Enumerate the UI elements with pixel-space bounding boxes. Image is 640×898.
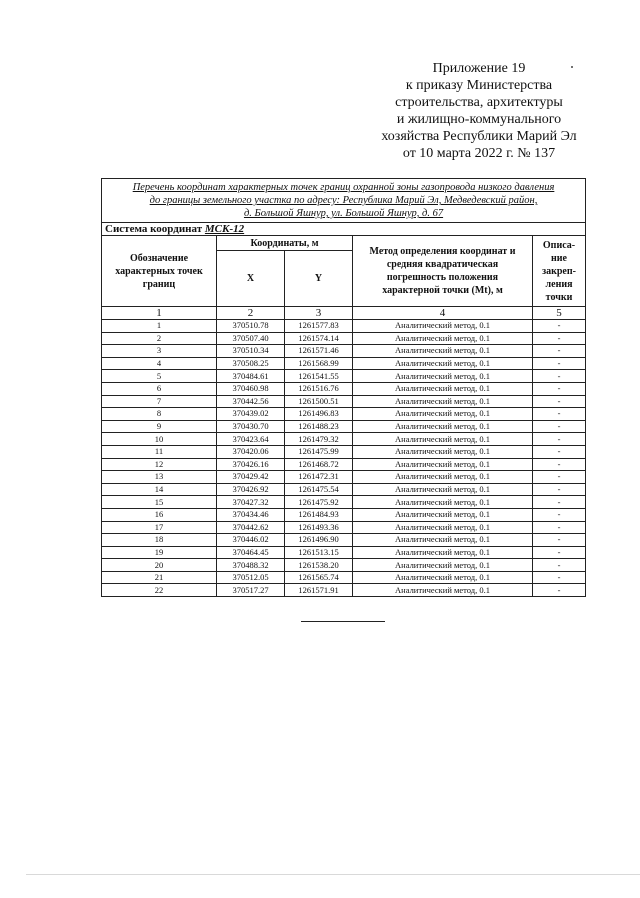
cell-y: 1261574.14	[285, 332, 353, 345]
coordinate-system-value: МСК-12	[204, 223, 245, 235]
cell-y: 1261496.83	[285, 408, 353, 421]
table-row	[102, 496, 586, 509]
cell-description: -	[533, 382, 586, 395]
cell-y: 1261565.74	[285, 571, 353, 584]
column-number: 2	[217, 307, 285, 320]
cell-description: -	[533, 345, 586, 358]
cell-method: Аналитический метод, 0.1	[353, 395, 533, 408]
table-caption	[102, 179, 586, 223]
cell-point: 4	[102, 357, 217, 370]
table-row	[102, 534, 586, 547]
caption-line: Перечень координат характерных точек границ охранной зоны газопровода низкого давления	[132, 182, 555, 193]
cell-description: -	[533, 584, 586, 597]
cell-method: Аналитический метод, 0.1	[353, 445, 533, 458]
cell-point: 1	[102, 320, 217, 333]
cell-x: 370429.42	[217, 471, 285, 484]
header-y: Y	[285, 251, 353, 307]
cell-y: 1261577.83	[285, 320, 353, 333]
cell-method: Аналитический метод, 0.1	[353, 571, 533, 584]
cell-y: 1261493.36	[285, 521, 353, 534]
cell-method: Аналитический метод, 0.1	[353, 382, 533, 395]
table-row	[102, 332, 586, 345]
column-number: 3	[285, 307, 353, 320]
cell-point: 22	[102, 584, 217, 597]
column-number: 4	[353, 307, 533, 320]
header-coordinates: Координаты, м	[217, 236, 353, 251]
cell-description: -	[533, 408, 586, 421]
table-row	[102, 471, 586, 484]
cell-point: 15	[102, 496, 217, 509]
column-number: 5	[533, 307, 586, 320]
cell-description: -	[533, 433, 586, 446]
cell-x: 370423.64	[217, 433, 285, 446]
cell-point: 18	[102, 534, 217, 547]
cell-y: 1261571.91	[285, 584, 353, 597]
cell-y: 1261571.46	[285, 345, 353, 358]
scan-edge-line	[26, 874, 640, 875]
cell-y: 1261541.55	[285, 370, 353, 383]
cell-method: Аналитический метод, 0.1	[353, 521, 533, 534]
cell-method: Аналитический метод, 0.1	[353, 320, 533, 333]
table-row	[102, 483, 586, 496]
scan-speck	[571, 66, 573, 68]
cell-x: 370426.92	[217, 483, 285, 496]
cell-x: 370510.78	[217, 320, 285, 333]
cell-description: -	[533, 559, 586, 572]
cell-x: 370446.02	[217, 534, 285, 547]
cell-x: 370508.25	[217, 357, 285, 370]
cell-point: 6	[102, 382, 217, 395]
caption-line: д. Большой Яшнур, ул. Большой Яшнур, д. 67	[243, 208, 444, 219]
table-row	[102, 320, 586, 333]
cell-method: Аналитический метод, 0.1	[353, 357, 533, 370]
coordinates-table	[101, 178, 586, 597]
cell-point: 21	[102, 571, 217, 584]
cell-description: -	[533, 420, 586, 433]
cell-y: 1261475.92	[285, 496, 353, 509]
cell-point: 10	[102, 433, 217, 446]
cell-y: 1261568.99	[285, 357, 353, 370]
cell-method: Аналитический метод, 0.1	[353, 496, 533, 509]
column-number: 1	[102, 307, 217, 320]
cell-y: 1261538.20	[285, 559, 353, 572]
table-row	[102, 546, 586, 559]
header-x: X	[217, 251, 285, 307]
table-row	[102, 508, 586, 521]
cell-point: 2	[102, 332, 217, 345]
cell-y: 1261484.93	[285, 508, 353, 521]
table-row	[102, 584, 586, 597]
cell-y: 1261468.72	[285, 458, 353, 471]
cell-x: 370420.06	[217, 445, 285, 458]
cell-y: 1261479.32	[285, 433, 353, 446]
cell-description: -	[533, 546, 586, 559]
cell-y: 1261516.76	[285, 382, 353, 395]
cell-x: 370512.05	[217, 571, 285, 584]
cell-description: -	[533, 370, 586, 383]
cell-x: 370439.02	[217, 408, 285, 421]
cell-point: 3	[102, 345, 217, 358]
cell-y: 1261472.31	[285, 471, 353, 484]
cell-x: 370426.16	[217, 458, 285, 471]
cell-point: 19	[102, 546, 217, 559]
cell-method: Аналитический метод, 0.1	[353, 483, 533, 496]
cell-point: 11	[102, 445, 217, 458]
coordinate-system-row	[102, 223, 586, 236]
cell-x: 370507.40	[217, 332, 285, 345]
table-row	[102, 521, 586, 534]
cell-method: Аналитический метод, 0.1	[353, 534, 533, 547]
cell-x: 370464.45	[217, 546, 285, 559]
cell-point: 12	[102, 458, 217, 471]
header-description: Описа-ние закреп-ления точки	[533, 236, 586, 307]
table-row	[102, 345, 586, 358]
cell-method: Аналитический метод, 0.1	[353, 345, 533, 358]
cell-x: 370434.46	[217, 508, 285, 521]
coordinate-system-label: Система координат	[105, 223, 203, 235]
header-line: от 10 марта 2022 г. № 137	[402, 146, 556, 161]
table-row	[102, 357, 586, 370]
cell-method: Аналитический метод, 0.1	[353, 546, 533, 559]
cell-method: Аналитический метод, 0.1	[353, 420, 533, 433]
cell-description: -	[533, 320, 586, 333]
cell-method: Аналитический метод, 0.1	[353, 471, 533, 484]
cell-method: Аналитический метод, 0.1	[353, 458, 533, 471]
header-line: и жилищно-коммунального	[396, 112, 562, 127]
cell-method: Аналитический метод, 0.1	[353, 370, 533, 383]
table-row	[102, 370, 586, 383]
cell-point: 7	[102, 395, 217, 408]
cell-x: 370442.62	[217, 521, 285, 534]
cell-description: -	[533, 521, 586, 534]
cell-x: 370510.34	[217, 345, 285, 358]
cell-description: -	[533, 534, 586, 547]
cell-method: Аналитический метод, 0.1	[353, 559, 533, 572]
table-row	[102, 571, 586, 584]
cell-y: 1261488.23	[285, 420, 353, 433]
table-row	[102, 420, 586, 433]
cell-description: -	[533, 483, 586, 496]
cell-x: 370430.70	[217, 420, 285, 433]
cell-description: -	[533, 458, 586, 471]
cell-x: 370460.98	[217, 382, 285, 395]
cell-x: 370442.56	[217, 395, 285, 408]
cell-x: 370484.61	[217, 370, 285, 383]
header-method: Метод определения координат и средняя квадратическая погрешность положения характерной точки (Mt), м	[353, 236, 533, 307]
caption-line: до границы земельного участка по адресу: Республика Марий Эл, Медведевский район,	[149, 195, 538, 206]
header-point-designation: Обозначение характерных точек границ	[102, 236, 217, 307]
cell-description: -	[533, 496, 586, 509]
table-row	[102, 395, 586, 408]
header-line: Приложение 19	[432, 61, 526, 76]
cell-y: 1261513.15	[285, 546, 353, 559]
table-row	[102, 382, 586, 395]
cell-point: 17	[102, 521, 217, 534]
cell-description: -	[533, 357, 586, 370]
cell-x: 370517.27	[217, 584, 285, 597]
order-header	[372, 60, 586, 162]
cell-description: -	[533, 471, 586, 484]
cell-point: 9	[102, 420, 217, 433]
cell-y: 1261475.54	[285, 483, 353, 496]
cell-method: Аналитический метод, 0.1	[353, 508, 533, 521]
cell-y: 1261500.51	[285, 395, 353, 408]
cell-description: -	[533, 445, 586, 458]
cell-point: 14	[102, 483, 217, 496]
cell-point: 8	[102, 408, 217, 421]
cell-point: 20	[102, 559, 217, 572]
cell-point: 16	[102, 508, 217, 521]
cell-method: Аналитический метод, 0.1	[353, 433, 533, 446]
cell-y: 1261475.99	[285, 445, 353, 458]
cell-description: -	[533, 332, 586, 345]
cell-method: Аналитический метод, 0.1	[353, 332, 533, 345]
cell-description: -	[533, 571, 586, 584]
cell-y: 1261496.90	[285, 534, 353, 547]
table-row	[102, 408, 586, 421]
table-row	[102, 433, 586, 446]
header-line: строительства, архитектуры	[395, 95, 563, 110]
cell-x: 370488.32	[217, 559, 285, 572]
table-row	[102, 559, 586, 572]
cell-x: 370427.32	[217, 496, 285, 509]
header-line: к приказу Министерства	[405, 78, 553, 93]
signature-line	[301, 621, 385, 622]
cell-method: Аналитический метод, 0.1	[353, 408, 533, 421]
table-row	[102, 458, 586, 471]
cell-method: Аналитический метод, 0.1	[353, 584, 533, 597]
header-line: хозяйства Республики Марий Эл	[381, 129, 577, 144]
cell-description: -	[533, 395, 586, 408]
cell-point: 5	[102, 370, 217, 383]
cell-point: 13	[102, 471, 217, 484]
cell-description: -	[533, 508, 586, 521]
table-row	[102, 445, 586, 458]
